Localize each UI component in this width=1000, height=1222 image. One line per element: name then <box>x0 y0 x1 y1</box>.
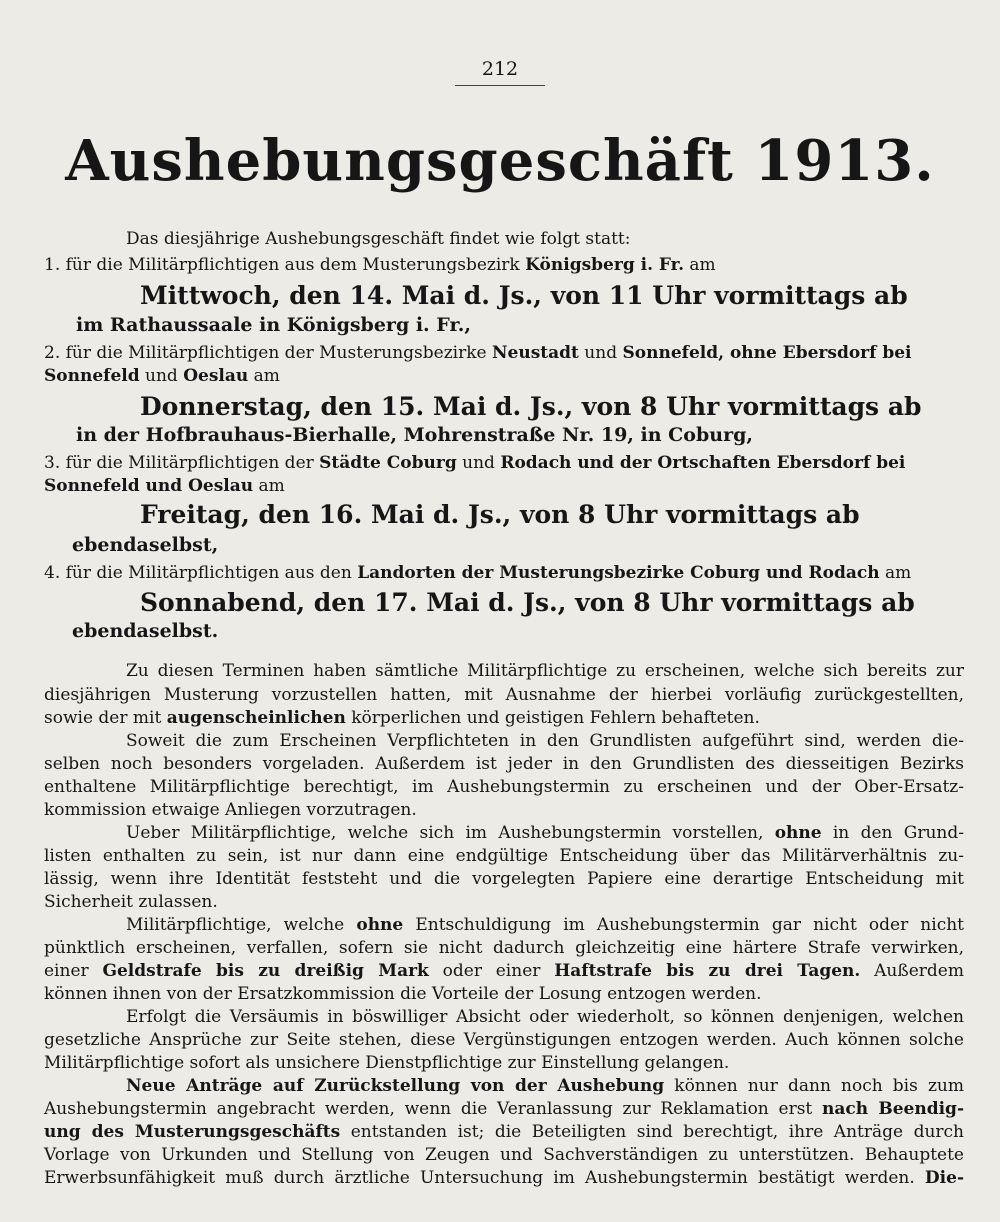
para-2-line-4: kommission etwaige Anliegen vorzutragen. <box>44 800 417 820</box>
page-number-rule <box>455 85 545 86</box>
para-5-line-1: Erfolgt die Versäumis in böswilliger Absicht oder wiederholt, so können denjenigen, welchen <box>126 1007 964 1027</box>
para-4-line-2: pünktlich erscheinen, verfallen, sofern sie nicht dadurch gleichzeitig eine härtere Strafe verwirken, <box>44 938 964 958</box>
item-4-date: Sonnabend, den 17. Mai d. Js., von 8 Uhr vormittags ab <box>140 588 915 617</box>
para-1-line-3: sowie der mit augenscheinlichen körperlichen und geistigen Fehlern behafteten. <box>44 708 760 728</box>
para-3-line-3: lässig, wenn ihre Identität feststeht und die vorgelegten Papiere eine derartige Entscheidung mit <box>44 869 964 889</box>
para-4-line-4: können ihnen von der Ersatzkommission die Vorteile der Losung entzogen werden. <box>44 984 762 1004</box>
para-6-line-1: Neue Anträge auf Zurückstellung von der Aushebung können nur dann noch bis zum <box>126 1076 964 1096</box>
intro-line: Das diesjährige Aushebungsgeschäft findet wie folgt statt: <box>126 229 631 249</box>
item-3-line-2: Sonnefeld und Oeslau am <box>44 476 285 496</box>
item-4-line: 4. für die Militärpflichtigen aus den Landorten der Musterungsbezirke Coburg und Rodach am <box>44 563 912 583</box>
para-4-line-1: Militärpflichtige, welche ohne Entschuldigung im Aushebungstermin gar nicht oder nicht <box>126 915 964 935</box>
para-5-line-3: Militärpflichtige sofort als unsichere Dienstpflichtige zur Einstellung gelangen. <box>44 1053 730 1073</box>
para-6-line-4: Vorlage von Urkunden und Stellung von Zeugen und Sachverständigen zu unterstützen. Behauptete <box>44 1145 964 1165</box>
item-2-line: 2. für die Militärpflichtigen der Musterungsbezirke Neustadt und Sonnefeld, ohne Ebersdorf bei <box>44 343 912 363</box>
para-6-line-5: Erwerbsunfähigkeit muß durch ärztliche Untersuchung im Aushebungstermin bestätigt werden. Die- <box>44 1168 964 1188</box>
item-3-line: 3. für die Militärpflichtigen der Städte Coburg und Rodach und der Ortschaften Ebersdorf bei <box>44 453 906 473</box>
para-3-line-2: listen enthalten zu sein, ist nur dann eine endgültige Entscheidung über das Militärverhältnis zu- <box>44 846 964 866</box>
item-1-date: Mittwoch, den 14. Mai d. Js., von 11 Uhr vormittags ab <box>140 281 908 310</box>
para-6-line-2: Aushebungstermin angebracht werden, wenn die Veranlassung zur Reklamation erst nach Beendig- <box>44 1099 964 1119</box>
item-2-place: in der Hofbrauhaus-Bierhalle, Mohrenstraße Nr. 19, in Coburg, <box>76 424 753 446</box>
item-3-date: Freitag, den 16. Mai d. Js., von 8 Uhr vormittags ab <box>140 500 860 529</box>
page-number: 212 <box>481 58 519 80</box>
para-2-line-2: selben noch besonders vorgeladen. Außerdem ist jeder in den Grundlisten des diesseitigen Bezirks <box>44 754 964 774</box>
para-3-line-4: Sicherheit zulassen. <box>44 892 218 912</box>
item-3-place: ebendaselbst, <box>72 534 219 556</box>
para-1-line-1: Zu diesen Terminen haben sämtliche Militärpflichtige zu erscheinen, welche sich bereits zur <box>126 661 964 681</box>
page-title: Aushebungsgeschäft 1913. <box>65 128 935 194</box>
item-4-place: ebendaselbst. <box>72 620 219 642</box>
item-2-date: Donnerstag, den 15. Mai d. Js., von 8 Uhr vormittags ab <box>140 392 922 421</box>
para-3-line-1: Ueber Militärpflichtige, welche sich im Aushebungstermin vorstellen, ohne in den Grund- <box>126 823 964 843</box>
para-2-line-3: enthaltene Militärpflichtige berechtigt, im Aushebungstermin zu erscheinen und der Ober-Ersatz- <box>44 777 964 797</box>
para-5-line-2: gesetzliche Ansprüche zur Seite stehen, diese Vergünstigungen entzogen werden. Auch können solche <box>44 1030 964 1050</box>
item-2-line-2: Sonnefeld und Oeslau am <box>44 366 280 386</box>
para-4-line-3: einer Geldstrafe bis zu dreißig Mark oder einer Haftstrafe bis zu drei Tagen. Außerdem <box>44 961 964 981</box>
item-1-line: 1. für die Militärpflichtigen aus dem Musterungsbezirk Königsberg i. Fr. am <box>44 255 716 275</box>
para-1-line-2: diesjährigen Musterung vorzustellen hatten, mit Ausnahme der hierbei vorläufig zurückgestellten, <box>44 685 964 705</box>
para-6-line-3: ung des Musterungsgeschäfts entstanden ist; die Beteiligten sind berechtigt, ihre Anträge durch <box>44 1122 964 1142</box>
para-2-line-1: Soweit die zum Erscheinen Verpflichteten in den Grundlisten aufgeführt sind, werden die- <box>126 731 964 751</box>
item-1-place: im Rathaussaale in Königsberg i. Fr., <box>76 314 471 336</box>
